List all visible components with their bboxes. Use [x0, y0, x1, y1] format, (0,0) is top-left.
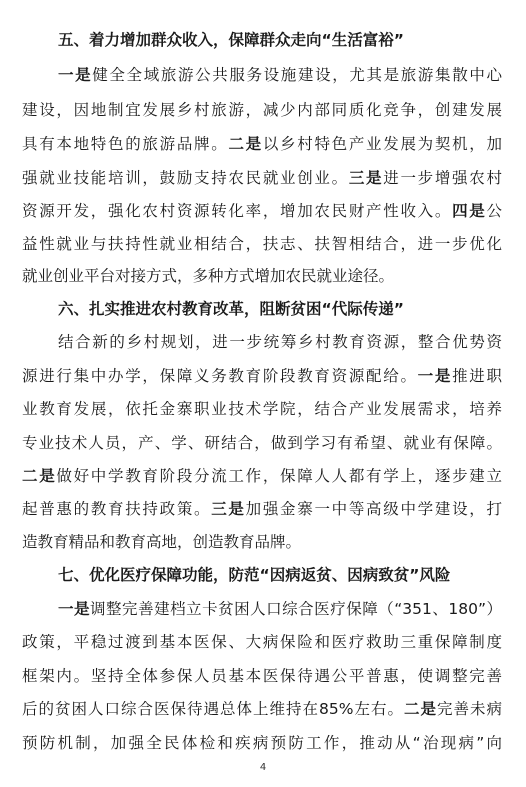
section-5-heading: 五、着力增加群众收入，保障群众走向“生活富裕” — [58, 31, 404, 49]
section-6-line-1: 结合新的乡村规划，进一步统筹乡村教育资源，整合优势资 — [58, 333, 502, 351]
section-6-line-3: 业教育发展，依托金寨职业技术学院，结合产业发展需求，培养 — [22, 400, 502, 418]
section-6-line-2: 源进行集中办学，保障义务教育阶段教育资源配给。一是推进职 — [22, 367, 502, 385]
section-7-line-4: 后的贫困人口综合医保待遇总体上维持在85%左右。二是完善未病 — [22, 700, 502, 718]
section-5-line-6: 益性就业与扶持性就业相结合，扶志、扶智相结合，进一步优化 — [22, 235, 502, 253]
section-7-line-1: 一是调整完善建档立卡贫困人口综合医疗保障（“351、180”） — [58, 600, 502, 618]
page-number: 4 — [259, 762, 267, 773]
section-6-line-4: 专业技术人员，产、学、研结合，做到学习有希望、就业有保障。 — [22, 434, 502, 452]
section-6-heading: 六、扎实推进农村教育改革，阻断贫困“代际传递” — [58, 300, 404, 318]
section-6-line-5: 二是做好中学教育阶段分流工作，保障人人都有学上，逐步建立 — [22, 467, 502, 485]
section-5-line-1: 一是健全全域旅游公共服务设施建设，尤其是旅游集散中心 — [58, 66, 502, 84]
section-6-line-6: 起普惠的教育扶持政策。三是加强金寨一中等高级中学建设，打 — [22, 500, 502, 518]
section-5-line-7: 就业创业平台对接方式，多种方式增加农民就业途径。 — [22, 267, 395, 285]
section-6-line-7: 造教育精品和教育高地，创造教育品牌。 — [22, 533, 302, 551]
section-5-line-2: 建设，因地制宜发展乡村旅游，减少内部同质化竞争，创建发展 — [22, 101, 502, 119]
section-5-line-3: 具有本地特色的旅游品牌。二是以乡村特色产业发展为契机，加 — [22, 135, 502, 153]
section-7-line-3: 框架内。坚持全体参保人员基本医保待遇公平普惠，使调整完善 — [22, 667, 502, 685]
section-7-heading: 七、优化医疗保障功能，防范“因病返贫、因病致贫”风险 — [58, 566, 451, 584]
section-7-line-5: 预防机制，加强全民体检和疾病预防工作，推动从“治现病”向 — [22, 734, 502, 752]
section-5-line-4: 强就业技能培训，鼓励支持农民就业创业。三是进一步增强农村 — [22, 169, 502, 187]
section-7-line-2: 政策，平稳过渡到基本医保、大病保险和医疗救助三重保障制度 — [22, 633, 502, 651]
section-5-line-5: 资源开发，强化农村资源转化率，增加农民财产性收入。四是公 — [22, 202, 502, 220]
